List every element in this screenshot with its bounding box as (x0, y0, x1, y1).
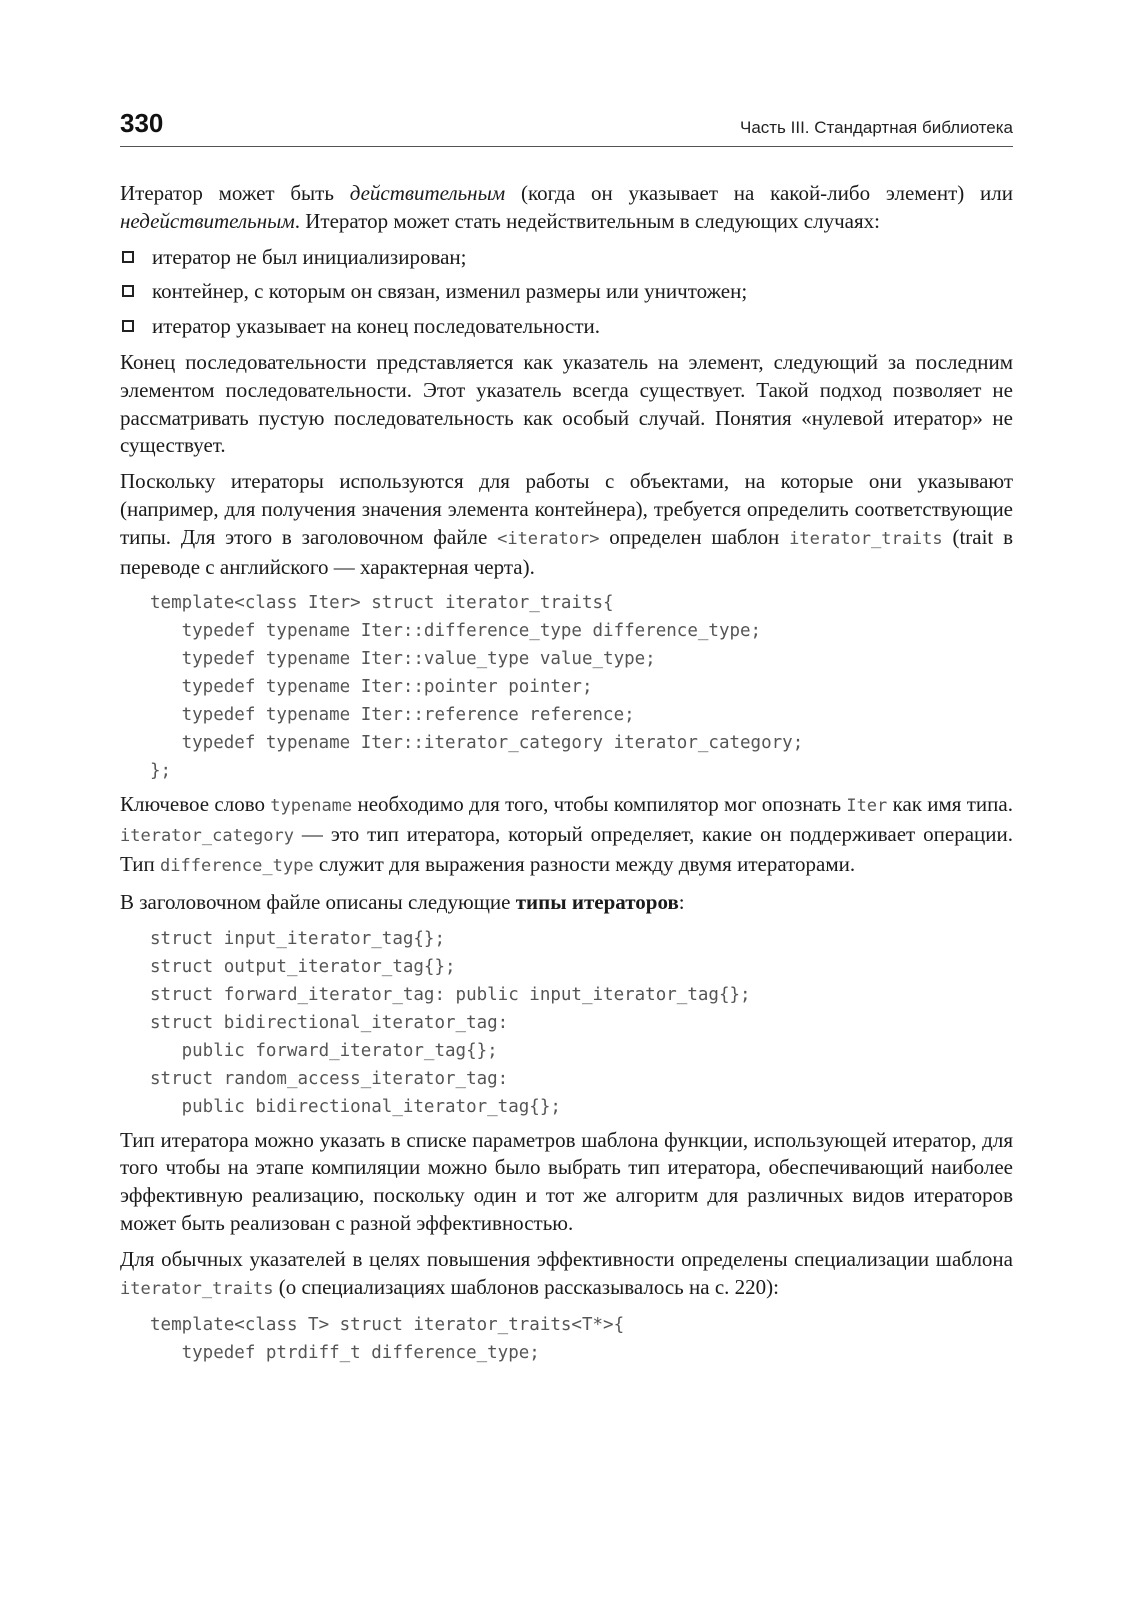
code-line: typedef typename Iter::value_type value_type; (150, 649, 656, 670)
text: (trait в переводе с английского — характерная черта). (120, 524, 1013, 579)
code-line: public forward_iterator_tag{}; (150, 1040, 498, 1061)
text: служит для выражения разности между двумя итераторами. (313, 851, 856, 876)
emphasis-valid: действительным (349, 181, 506, 205)
code-block-pointer-traits (150, 1311, 1013, 1367)
inline-code: <iterator> (497, 528, 600, 549)
emphasis-invalid: недействительным (120, 208, 295, 233)
text: — это тип итератора, который определяет, какие он поддерживает операции. Тип (120, 822, 1013, 876)
paragraph-end-of-sequence: Конец последовательности представляется как указатель на элемент, следующий за последним элементом последовательности. Этот указатель всегда существует. Такой подход позволяет не рассматривать пустую последовательность как особый случай. Понятия «нулевой итератор» не существует. (120, 349, 1013, 458)
code-line: struct bidirectional_iterator_tag: (150, 1012, 509, 1033)
bold-term: типы итераторов (515, 889, 679, 914)
code-line: template<class T> struct iterator_traits<T*>{ (150, 1315, 625, 1336)
inline-code: difference_type (160, 855, 314, 876)
text: Поскольку итераторы используются для работы с объектами, на которые они указывают (например, для получения значения элемента контейнера), требуется определить соответствующие типы. Для этого в заголовочном файле (120, 469, 1013, 549)
checkbox-bullet-icon (122, 320, 134, 332)
code-line: typedef typename Iter::difference_type difference_type; (150, 621, 762, 642)
paragraph-iterator-type-usage: Тип итератора можно указать в списке параметров шаблона функции, использующей итератор, для того чтобы на этапе компиляции можно было выбрать тип итератора, обеспечивающий наиболее эффективную реализацию, поскольку один и тот же алгоритм для различных видов итераторов может быть реализован с разной эффективностью. (120, 1127, 1013, 1235)
checkbox-bullet-icon (122, 285, 134, 297)
list-item-text: итератор не был инициализирован; (152, 244, 467, 269)
page-number: 330 (120, 108, 164, 138)
text: определен шаблон (599, 524, 790, 549)
list-item-text: итератор указывает на конец последовательности. (152, 314, 600, 339)
list-item-text: контейнер, с которым он связан, изменил размеры или уничтожен; (152, 279, 748, 304)
inline-code: typename (270, 796, 353, 817)
text: : (678, 889, 685, 914)
paragraph-iterator-types (120, 889, 1013, 917)
code-block-iterator-traits (150, 589, 1013, 785)
paragraph-iterator-validity (120, 180, 1013, 236)
text: (о специализациях шаблонов рассказывалось на с. 220): (273, 1274, 779, 1299)
text: В заголовочном файле описаны следующие (120, 889, 516, 914)
code-line: public bidirectional_iterator_tag{}; (150, 1096, 561, 1117)
paragraph-typename (120, 791, 1013, 880)
code-line: }; (150, 761, 172, 782)
text: Ключевое слово (120, 792, 271, 817)
paragraph-iterator-traits (120, 468, 1013, 581)
code-line: typedef typename Iter::iterator_category iterator_category; (150, 733, 804, 754)
inline-code: iterator_traits (120, 1278, 274, 1299)
text: необходимо для того, чтобы компилятор мог опознать (352, 792, 847, 817)
code-line: typedef typename Iter::pointer pointer; (150, 677, 593, 698)
list-item (120, 313, 1013, 341)
list-item (120, 278, 1013, 306)
inline-code: iterator_traits (789, 528, 943, 549)
inline-code: iterator_category (120, 826, 294, 847)
text: как имя типа. (887, 792, 1013, 817)
text: . Итератор может стать недействительным в следующих случаях: (294, 208, 880, 233)
invalid-cases-list (120, 244, 1013, 341)
text: Для обычных указателей в целях повышения эффективности определены специализации шаблона (120, 1246, 1013, 1271)
code-line: struct input_iterator_tag{}; (150, 928, 446, 949)
text: Итератор может быть (120, 181, 350, 205)
page-content (120, 180, 1013, 1373)
inline-code: Iter (846, 796, 888, 817)
code-line: typedef ptrdiff_t difference_type; (150, 1343, 540, 1364)
paragraph-pointer-specializations (120, 1246, 1013, 1304)
checkbox-bullet-icon (122, 251, 134, 263)
page-header (120, 104, 1013, 147)
code-line: struct random_access_iterator_tag: (150, 1068, 509, 1089)
running-head: Часть III. Стандартная библиотека (739, 118, 1013, 137)
list-item (120, 244, 1013, 272)
code-block-iterator-tags (150, 925, 1013, 1121)
text: (когда он указывает на какой-либо элемент) или (505, 181, 1014, 205)
code-line: typedef typename Iter::reference reference; (150, 705, 635, 726)
code-line: struct output_iterator_tag{}; (150, 956, 456, 977)
code-line: template<class Iter> struct iterator_traits{ (150, 593, 614, 614)
code-line: struct forward_iterator_tag: public input_iterator_tag{}; (150, 984, 751, 1005)
